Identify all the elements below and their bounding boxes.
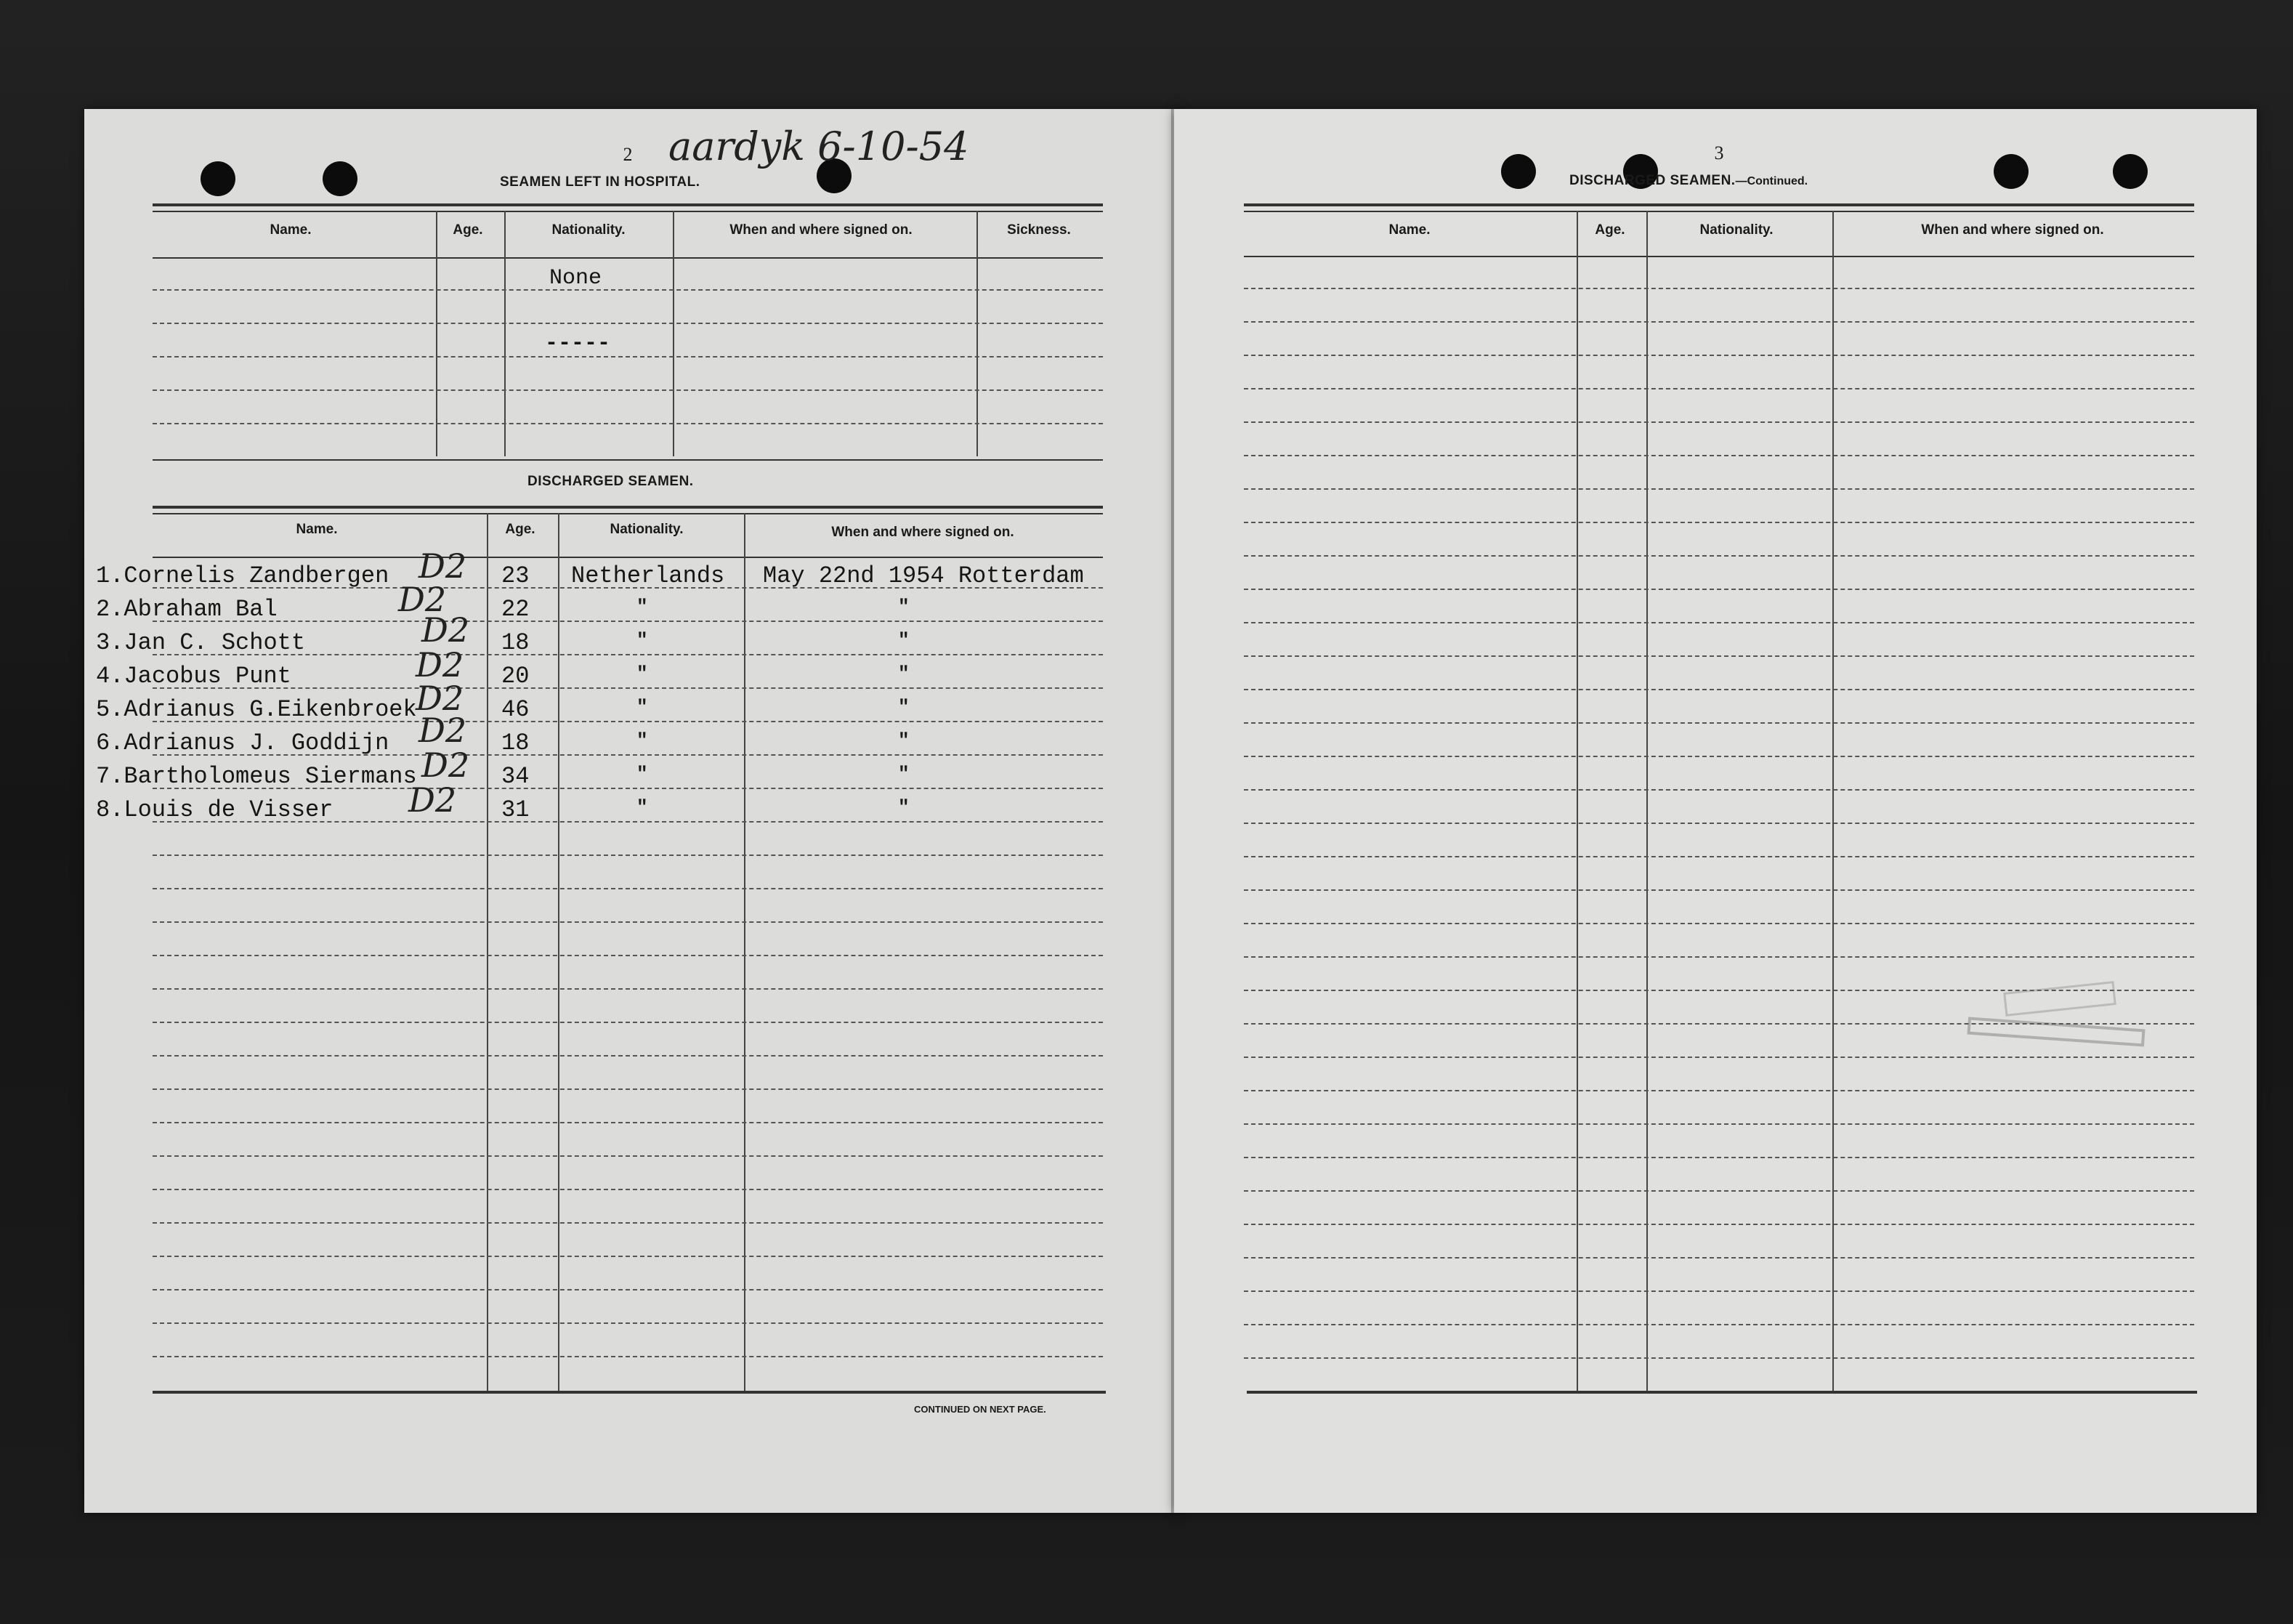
ruled-line bbox=[1244, 1090, 2194, 1091]
seaman-age: 31 bbox=[501, 796, 530, 823]
ruled-line bbox=[1244, 756, 2194, 757]
ruled-line bbox=[153, 423, 1103, 424]
seaman-signed-on: " bbox=[898, 663, 910, 684]
ruled-line bbox=[153, 1155, 1103, 1157]
table-rule bbox=[1244, 256, 2194, 257]
discharge-mark: D2 bbox=[398, 580, 447, 619]
table-rule bbox=[153, 557, 1103, 558]
faint-stamp bbox=[1962, 981, 2165, 1075]
ruled-line bbox=[1244, 856, 2194, 857]
ruled-line bbox=[153, 888, 1103, 889]
discharge-mark: D2 bbox=[416, 645, 464, 684]
ruled-line bbox=[1244, 1257, 2194, 1259]
ruled-line bbox=[153, 356, 1103, 357]
hospital-col-name: Name. bbox=[270, 222, 312, 238]
seaman-name: 7.Bartholomeus Siermans bbox=[96, 763, 417, 790]
punch-hole bbox=[323, 161, 357, 196]
table-rule bbox=[153, 257, 1103, 259]
seaman-age: 46 bbox=[501, 696, 530, 723]
punch-hole bbox=[1994, 154, 2029, 189]
column-divider bbox=[558, 513, 559, 1394]
ruled-line bbox=[1244, 1190, 2194, 1192]
page-number-right: 3 bbox=[1714, 142, 1724, 163]
ruled-line bbox=[1244, 789, 2194, 791]
ruled-line bbox=[153, 621, 1103, 622]
ruled-line bbox=[153, 921, 1103, 923]
ruled-line bbox=[1244, 522, 2194, 523]
seaman-nationality: " bbox=[636, 763, 648, 785]
seaman-name: 3.Jan C. Schott bbox=[96, 629, 306, 656]
section-rule bbox=[153, 506, 1103, 509]
hospital-col-sickness: Sickness. bbox=[1007, 222, 1071, 238]
discharge-mark: D2 bbox=[408, 780, 457, 820]
continued-note: CONTINUED ON NEXT PAGE. bbox=[914, 1404, 1046, 1415]
ruled-line bbox=[153, 1256, 1103, 1257]
discharged-col-age: Age. bbox=[505, 522, 535, 537]
ruled-line bbox=[153, 1189, 1103, 1190]
column-divider bbox=[744, 513, 745, 1394]
discharge-mark: D2 bbox=[418, 546, 467, 586]
ruled-line bbox=[153, 1055, 1103, 1057]
section-rule bbox=[153, 459, 1103, 461]
right-section-title bbox=[1569, 173, 1808, 189]
ruled-line bbox=[153, 1088, 1103, 1090]
header-rule bbox=[153, 203, 1103, 206]
header-rule bbox=[153, 211, 1103, 212]
ruled-line bbox=[1244, 722, 2194, 724]
punch-hole bbox=[201, 161, 235, 196]
right-page bbox=[1174, 109, 2257, 1513]
column-divider bbox=[673, 211, 674, 456]
ruled-line bbox=[1244, 555, 2194, 557]
ruled-line bbox=[153, 1289, 1103, 1290]
right-title-suffix: —Continued. bbox=[1735, 175, 1808, 187]
right-title-main: DISCHARGED SEAMEN. bbox=[1569, 173, 1736, 188]
discharged-col-name: Name. bbox=[296, 522, 338, 537]
seaman-age: 20 bbox=[501, 663, 530, 690]
column-divider bbox=[436, 211, 437, 456]
ruled-line bbox=[1244, 388, 2194, 389]
ruled-line bbox=[153, 687, 1103, 689]
discharged-col-signed-on: When and where signed on. bbox=[831, 525, 1014, 540]
ruled-line bbox=[153, 289, 1103, 291]
discharged-section-title: DISCHARGED SEAMEN. bbox=[527, 474, 694, 489]
ruled-line bbox=[153, 1356, 1103, 1357]
ruled-line bbox=[1244, 1157, 2194, 1158]
right-col-signed-on: When and where signed on. bbox=[1921, 222, 2104, 238]
ruled-line bbox=[1244, 421, 2194, 423]
seaman-nationality: " bbox=[636, 796, 648, 818]
ruled-line bbox=[1244, 1324, 2194, 1325]
ruled-line bbox=[1244, 1224, 2194, 1225]
seaman-nationality: " bbox=[636, 629, 648, 651]
seaman-nationality: " bbox=[636, 663, 648, 684]
seaman-age: 22 bbox=[501, 596, 530, 623]
column-divider bbox=[504, 211, 506, 456]
hospital-col-nationality: Nationality. bbox=[551, 222, 626, 238]
discharge-mark: D2 bbox=[421, 746, 470, 785]
seaman-name: 8.Louis de Visser bbox=[96, 796, 333, 823]
discharge-mark: D2 bbox=[421, 610, 470, 650]
ruled-line bbox=[1244, 889, 2194, 891]
ruled-line bbox=[1244, 1123, 2194, 1125]
column-divider bbox=[976, 211, 978, 456]
ruled-line bbox=[1244, 589, 2194, 590]
ruled-line bbox=[1244, 689, 2194, 690]
right-col-age: Age. bbox=[1595, 222, 1625, 238]
hospital-entry: None bbox=[549, 266, 602, 291]
ruled-line bbox=[1244, 923, 2194, 924]
seaman-nationality: " bbox=[636, 730, 648, 751]
seaman-signed-on: " bbox=[898, 596, 910, 618]
table-bottom-rule bbox=[1247, 1391, 2197, 1394]
header-rule bbox=[1244, 203, 2194, 206]
seaman-nationality: " bbox=[636, 596, 648, 618]
seaman-signed-on: " bbox=[898, 629, 910, 651]
seaman-signed-on: " bbox=[898, 763, 910, 785]
ruled-line bbox=[1244, 956, 2194, 958]
discharge-mark: D2 bbox=[416, 679, 464, 718]
ruled-line bbox=[153, 323, 1103, 324]
seaman-age: 34 bbox=[501, 763, 530, 790]
hospital-col-signed-on: When and where signed on. bbox=[729, 222, 913, 238]
ruled-line bbox=[153, 855, 1103, 856]
hospital-col-age: Age. bbox=[453, 222, 483, 238]
seaman-name: 1.Cornelis Zandbergen bbox=[96, 562, 389, 589]
ruled-line bbox=[1244, 823, 2194, 824]
ruled-line bbox=[1244, 355, 2194, 356]
discharged-col-nationality: Nationality. bbox=[610, 522, 684, 537]
ruled-line bbox=[1244, 622, 2194, 623]
ruled-line bbox=[1244, 488, 2194, 490]
ruled-line bbox=[1244, 655, 2194, 657]
page-number-left: 2 bbox=[623, 144, 633, 165]
ruled-line bbox=[153, 1322, 1103, 1324]
seaman-age: 18 bbox=[501, 629, 530, 656]
ruled-line bbox=[1244, 321, 2194, 323]
section-rule bbox=[153, 513, 1103, 514]
ruled-line bbox=[1244, 455, 2194, 456]
ruled-line bbox=[1244, 1357, 2194, 1359]
handwritten-annotation: aardyk 6-10-54 bbox=[668, 124, 969, 169]
ruled-line bbox=[153, 1022, 1103, 1023]
table-bottom-rule bbox=[153, 1391, 1106, 1394]
seaman-signed-on: " bbox=[898, 730, 910, 751]
seaman-age: 18 bbox=[501, 730, 530, 756]
seaman-name: 2.Abraham Bal bbox=[96, 596, 278, 623]
seaman-name: 5.Adrianus G.Eikenbroek bbox=[96, 696, 417, 723]
punch-hole bbox=[1501, 154, 1536, 189]
seaman-signed-on: " bbox=[898, 696, 910, 718]
right-col-nationality: Nationality. bbox=[1699, 222, 1774, 238]
seaman-age: 23 bbox=[501, 562, 530, 589]
seaman-signed-on: " bbox=[898, 796, 910, 818]
hospital-section-title: SEAMEN LEFT IN HOSPITAL. bbox=[500, 174, 700, 190]
seaman-nationality: " bbox=[636, 696, 648, 718]
discharge-mark: D2 bbox=[418, 711, 467, 750]
column-divider bbox=[487, 513, 488, 1394]
hospital-dash: ----- bbox=[545, 331, 611, 356]
punch-hole bbox=[2113, 154, 2148, 189]
ruled-line bbox=[153, 389, 1103, 391]
seaman-nationality: Netherlands bbox=[571, 562, 725, 589]
ruled-line bbox=[1244, 288, 2194, 289]
seaman-name: 6.Adrianus J. Goddijn bbox=[96, 730, 389, 756]
header-rule bbox=[1244, 211, 2194, 212]
ruled-line bbox=[153, 1222, 1103, 1224]
ruled-line bbox=[153, 955, 1103, 956]
ruled-line bbox=[153, 1122, 1103, 1123]
seaman-name: 4.Jacobus Punt bbox=[96, 663, 291, 690]
ruled-line bbox=[153, 988, 1103, 990]
ruled-line bbox=[1244, 1290, 2194, 1292]
seaman-signed-on: May 22nd 1954 Rotterdam bbox=[763, 562, 1084, 589]
right-col-name: Name. bbox=[1388, 222, 1431, 238]
